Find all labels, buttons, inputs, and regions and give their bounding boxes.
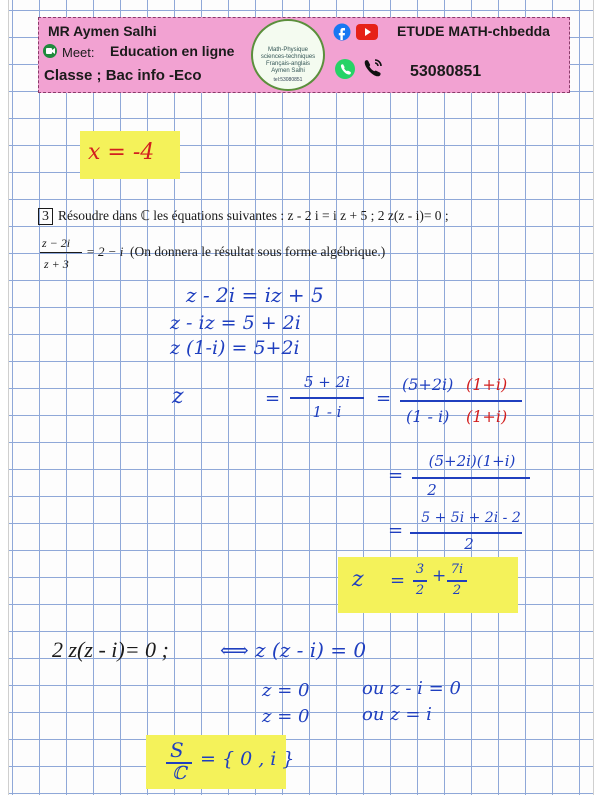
- sol1-f4-den: 2: [464, 535, 474, 553]
- sol1-eq4: =: [388, 520, 404, 541]
- result-z: z: [352, 567, 364, 592]
- previous-answer: x = -4: [88, 140, 155, 165]
- sol1-z: z: [172, 384, 184, 409]
- sol1-line3: z (1-i) = 5+2i: [170, 337, 300, 359]
- sol1-f4-num: 5 + 5i + 2i - 2: [421, 510, 521, 526]
- set-c: ℂ: [172, 763, 187, 784]
- sol1-f2-num-b: (1+i): [466, 375, 508, 394]
- whatsapp-icon: [334, 58, 356, 85]
- logo-number: tel:53080851: [273, 77, 303, 83]
- result-b-bar: [447, 580, 467, 582]
- sol1-f4-bar: [410, 532, 522, 534]
- sol1-line1: z - 2i = iz + 5: [186, 283, 324, 307]
- school-logo: [251, 19, 325, 91]
- fraction-rhs: = 2 − i: [86, 244, 124, 259]
- sol1-line2: z - iz = 5 + 2i: [170, 312, 301, 334]
- sol2-line2a: z = 0: [262, 680, 310, 701]
- class-label: Classe ; Bac info -Eco: [44, 67, 202, 84]
- fraction-bar: [40, 252, 82, 253]
- youtube-icon: [356, 24, 378, 45]
- exercise-number: 3: [38, 208, 53, 225]
- sol1-f2-den-a: (1 - i): [406, 407, 450, 426]
- facebook-icon: [333, 23, 351, 46]
- result-plus: +: [432, 566, 447, 586]
- logo-text: Math-Physique sciences-techniques Français-anglais Aymen Salhi: [260, 47, 316, 74]
- set-s: S: [170, 738, 184, 762]
- sol1-eq1: =: [265, 388, 281, 409]
- meet-value: Education en ligne: [110, 43, 235, 59]
- result-a-bar: [413, 580, 427, 582]
- sol1-f2-num-a: (5+2i): [402, 375, 454, 394]
- sol1-f2-den-b: (1+i): [466, 407, 508, 426]
- sol1-f3-bar: [412, 477, 530, 479]
- sol1-f1-den: 1 - i: [312, 403, 342, 421]
- sol1-eq3: =: [388, 465, 404, 486]
- exercise-note: (On donnera le résultat sous forme algébrique.): [130, 244, 386, 259]
- exercise-statement: Résoudre dans ℂ les équations suivantes : z - 2 i = i z + 5 ; 2 z(z - i)= 0 ;: [58, 208, 449, 223]
- result-b-den: 2: [452, 583, 462, 598]
- fraction-numerator: z − 2i: [42, 236, 71, 250]
- result-b-num: 7i: [450, 562, 464, 577]
- sol2-printed: 2 z(z - i)= 0 ;: [52, 637, 169, 662]
- sol1-f3-den: 2: [427, 481, 437, 499]
- sol1-f1-num: 5 + 2i: [304, 373, 350, 391]
- teacher-name: MR Aymen Salhi: [48, 23, 157, 39]
- sol2-line3b: ou z = i: [362, 704, 432, 725]
- result-eq: =: [390, 570, 406, 591]
- sol1-f2-bar: [400, 400, 522, 402]
- channel-name: ETUDE MATH-chbedda: [397, 23, 550, 39]
- sol2-line3a: z = 0: [262, 706, 310, 727]
- result-highlight: [338, 557, 518, 613]
- sol2-line1: ⟺ z (z - i) = 0: [220, 638, 367, 662]
- meet-label: Meet:: [62, 45, 95, 60]
- meet-icon: [42, 43, 58, 64]
- result-a-den: 2: [415, 583, 425, 598]
- sol1-f1-bar: [290, 397, 364, 399]
- set-value: = { 0 , i }: [200, 748, 295, 770]
- phone-icon: [360, 57, 384, 86]
- result-a-num: 3: [415, 562, 425, 577]
- sol1-eq2: =: [376, 388, 392, 409]
- sol2-line2b: ou z - i = 0: [362, 678, 461, 699]
- phone-number: 53080851: [410, 63, 482, 80]
- sol1-f3-num: (5+2i)(1+i): [428, 452, 516, 470]
- fraction-denominator: z + 3: [44, 257, 69, 271]
